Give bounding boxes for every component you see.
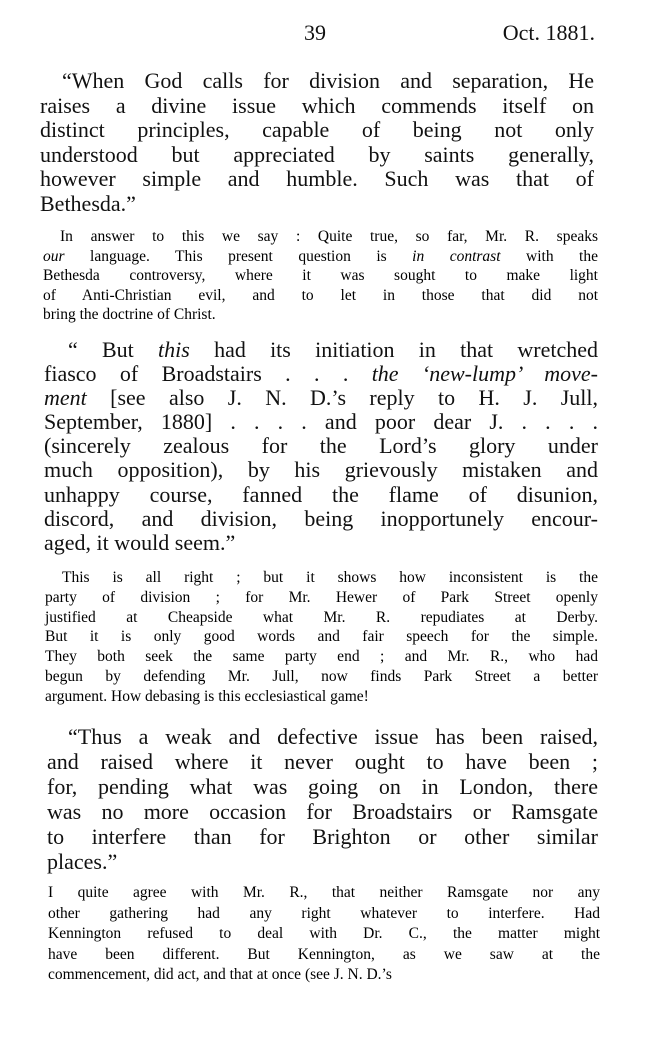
text-line	[47, 774, 598, 799]
text-line	[48, 883, 600, 904]
text-line	[44, 410, 598, 434]
text-segment: Bethesda controversy, where it was sought to make light	[43, 267, 598, 285]
text-line	[44, 458, 598, 482]
quote-weak-issue	[47, 724, 598, 874]
text-line	[47, 749, 598, 774]
text-line	[43, 227, 598, 247]
text-segment: commencement, did act, and that at once (see J. N. D.’s	[48, 966, 392, 983]
text-line	[45, 588, 598, 608]
text-segment: have been different. But Kennington, as we saw at the	[48, 945, 600, 963]
text-line	[40, 69, 594, 94]
text-segment: unhappy course, fanned the flame of disunion,	[44, 481, 598, 507]
text-segment: was no more occasion for Broadstairs or Ramsgate	[47, 799, 598, 824]
text-segment: for, pending what was going on in London, there	[47, 774, 598, 799]
text-segment: understood but appreciated by saints generally,	[40, 141, 594, 167]
text-line	[48, 945, 600, 966]
text-segment: But it is only good words and fair speech for the simple.	[45, 628, 598, 646]
text-segment: language. This present question is	[64, 247, 413, 265]
text-line	[47, 799, 598, 824]
italic-text: ment	[44, 385, 87, 411]
text-line	[43, 286, 598, 306]
text-line	[43, 305, 598, 325]
italic-text: our	[43, 247, 65, 265]
italic-text: this	[158, 337, 190, 362]
text-line	[45, 608, 598, 628]
text-segment: however simple and humble. Such was that of	[40, 166, 594, 192]
text-segment: Bethesda.”	[40, 190, 136, 216]
text-segment: places.”	[47, 849, 118, 874]
text-segment: In answer to this we say : Quite true, so far, Mr. R. speaks	[60, 228, 598, 245]
text-line	[47, 724, 598, 749]
text-segment: party of division ; for Mr. Hewer of Park Street openly	[45, 588, 598, 606]
text-segment: and raised where it never ought to have been ;	[47, 749, 598, 774]
text-line	[45, 627, 598, 647]
text-segment: “When God calls for division and separation, He	[62, 68, 594, 93]
text-segment: other gathering had any right whatever to interfere. Had	[48, 904, 600, 922]
answer-kennington	[48, 883, 600, 986]
text-segment: had its initiation in that wretched	[189, 337, 598, 362]
text-line	[45, 568, 598, 588]
text-line	[43, 266, 598, 286]
text-line	[40, 192, 594, 217]
text-line	[40, 118, 594, 143]
text-line	[44, 338, 598, 362]
text-line	[44, 483, 598, 507]
text-line	[44, 507, 598, 531]
quote-broadstairs	[44, 338, 598, 555]
text-segment: They both seek the same party end ; and Mr. R., who had	[45, 648, 598, 666]
text-segment: to interfere than for Brighton or other similar	[47, 824, 598, 849]
text-line	[44, 531, 598, 555]
text-segment: discord, and division, being inopportunely encour-	[44, 505, 598, 531]
text-line	[40, 94, 594, 119]
text-line	[40, 143, 594, 168]
text-segment: of Anti-Christian evil, and to let in those that did not	[43, 286, 598, 304]
issue-date: Oct. 1881.	[502, 20, 595, 45]
text-segment: [see also J. N. D.’s reply to H. J. Jull,	[86, 385, 598, 411]
text-segment: aged, it would seem.”	[44, 529, 236, 555]
text-line	[48, 904, 600, 925]
text-line	[48, 924, 600, 945]
answer-bethesda	[43, 227, 598, 325]
text-segment: (sincerely zealous for the Lord’s glory under	[44, 433, 598, 459]
text-segment: argument. How debasing is this ecclesiastical game!	[45, 687, 369, 705]
text-line	[40, 167, 594, 192]
text-segment: begun by defending Mr. Jull, now finds Park Street a better	[45, 667, 598, 685]
answer-park-street	[45, 568, 598, 707]
text-segment: This is all right ; but it shows how inconsistent is the	[62, 569, 598, 586]
text-segment: September, 1880] . . . . and poor dear J. . . . .	[44, 409, 598, 435]
text-segment: distinct principles, capable of being not only	[40, 117, 594, 143]
italic-text: the ‘new-lump’ move-	[371, 361, 598, 387]
text-line	[45, 647, 598, 667]
text-segment: with the	[500, 247, 598, 265]
text-line	[47, 849, 598, 874]
text-segment: much opposition), by his grievously mistaken and	[44, 457, 598, 483]
text-segment: raises a divine issue which commends itself on	[40, 92, 594, 118]
text-segment: “Thus a weak and defective issue has been raised,	[68, 724, 598, 749]
text-segment: fiasco of Broadstairs . . .	[44, 361, 372, 387]
text-line	[44, 434, 598, 458]
text-segment: bring the doctrine of Christ.	[43, 306, 216, 324]
text-segment: “ But	[68, 337, 159, 362]
italic-text: in contrast	[412, 247, 501, 265]
text-line	[43, 247, 598, 267]
text-segment: justified at Cheapside what Mr. R. repudiates at Derby.	[45, 608, 598, 626]
text-segment: Kennington refused to deal with Dr. C., the matter might	[48, 925, 600, 942]
text-line	[45, 667, 598, 687]
text-segment: I quite agree with Mr. R., that neither Ramsgate nor any	[48, 884, 600, 901]
text-line	[45, 687, 598, 707]
text-line	[44, 362, 598, 386]
text-line	[48, 965, 600, 986]
text-line	[47, 824, 598, 849]
page-number: 39	[304, 20, 326, 45]
quote-bethesda	[40, 69, 594, 217]
text-line	[44, 386, 598, 410]
